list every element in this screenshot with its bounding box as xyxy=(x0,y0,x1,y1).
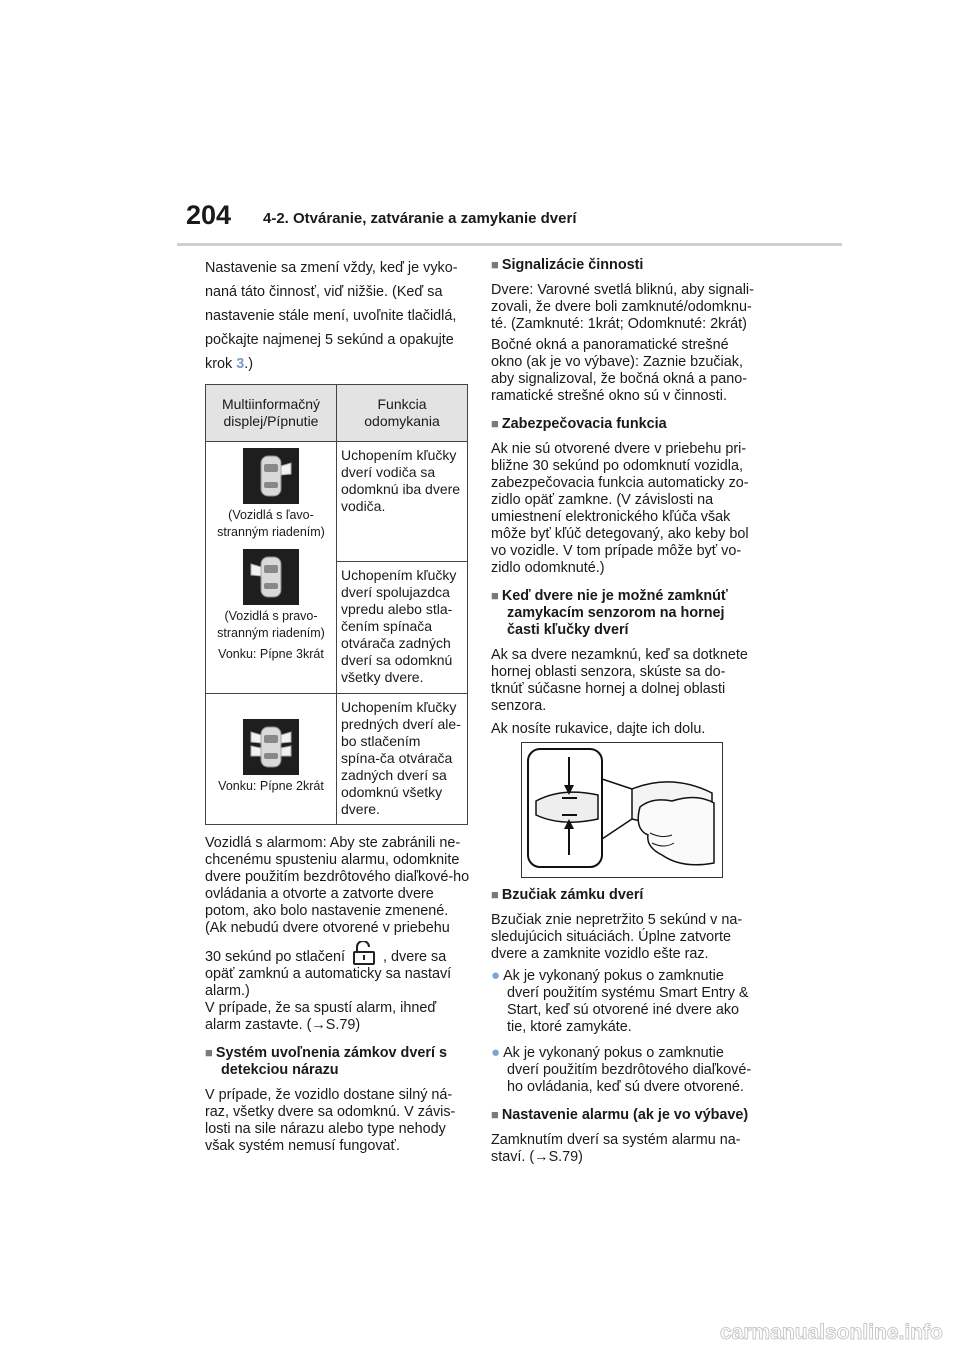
buzzer-text: Bzučiak znie nepretržito 5 sekúnd v na-sledujúcich situáciách. Úplne zatvorte dvere a zamknite vozidlo ešte raz. xyxy=(491,912,743,962)
alarm-setting-text: Zamknutím dverí sa systém alarmu na-staví. (→S.79) xyxy=(491,1132,741,1165)
sensor-text: Ak sa dvere nezamknú, keď sa dotknete hornej oblasti senzora, skúste sa do-tknúť súčasne hornej a dolnej oblasti senzora. xyxy=(491,647,748,714)
car-driver-door-icon xyxy=(243,549,299,605)
section-title: 4-2. Otváranie, zatváranie a zamykanie dverí xyxy=(263,210,577,227)
table-row xyxy=(206,694,468,825)
square-bullet-icon xyxy=(491,887,502,903)
page-number: 204 xyxy=(186,200,232,230)
alarm-paragraph: Vozidlá s alarmom: Aby ste zabránili ne-chcenému spusteniu alarmu, odomknite dvere použitím bezdrôtového diaľkové-ho ovládania a otvorte a zatvorte dvere potom, ako bolo nastavenie zmenené. (Ak nebudú dvere otvorené v priebehu xyxy=(205,835,470,936)
table-cell-function: Uchopením kľučky dverí vodiča sa odomknú iba dvere vodiča. xyxy=(337,442,468,562)
buzzer-heading: ■ Bzučiak zámku dverí xyxy=(491,886,756,904)
caption-left-hand-drive: (Vozidlá s ľavo-stranným riadením) xyxy=(217,508,325,539)
table-cell-function: Uchopením kľučky predných dverí ale-bo stlačením spína-ča otvárača zadných dverí sa odomknú všetky dvere. xyxy=(337,694,468,825)
sensor-heading: ■ Keď dvere nie je možné zamknúť zamykacím senzorom na hornej časti kľučky dverí xyxy=(491,587,756,639)
step-number: 3 xyxy=(236,356,245,372)
impact-text: V prípade, že vozidlo dostane silný ná-raz, všetky dvere sa odomknú. V závis-losti na sile nárazu alebo type nehody však systém nemusí fungovať. xyxy=(205,1087,456,1154)
table-header-display: Multiinformačný displej/Pípnutie xyxy=(206,385,337,442)
circle-bullet-icon: ● xyxy=(491,967,501,984)
table-cell-display xyxy=(206,694,337,825)
square-bullet-icon xyxy=(491,257,502,273)
caption-right-hand-drive: (Vozidlá s pravo-stranným riadením) xyxy=(217,609,325,640)
unlock-function-table xyxy=(205,384,468,825)
left-column xyxy=(205,256,471,1163)
circle-bullet-icon: ● xyxy=(491,1044,501,1061)
table-cell-function: Uchopením kľučky dverí spolujazdca vpredu alebo stla-čením spínača otvárača zadných dverí sa odomknú všetky dvere. xyxy=(337,562,468,694)
car-all-doors-icon xyxy=(243,719,299,775)
table-header-function: Funkcia odomykania xyxy=(337,385,468,442)
security-heading: ■ Zabezpečovacia funkcia xyxy=(491,415,756,433)
unlock-button-icon xyxy=(351,941,377,965)
door-handle-illustration xyxy=(521,742,723,878)
beep-two-times: Vonku: Pípne 2krát xyxy=(218,779,324,793)
beep-three-times: Vonku: Pípne 3krát xyxy=(218,647,324,661)
square-bullet-icon xyxy=(205,1045,216,1061)
signal-text-windows: Bočné okná a panoramatické strešné okno (ak je vo výbave): Zaznie bzučiak, aby signalizoval, že bočná okná a pano-ramatické strešné okno sú v činnosti. xyxy=(491,337,748,404)
alarm-stop-paragraph: V prípade, že sa spustí alarm, ihneď alarm zastavte. (→S.79) xyxy=(205,1000,437,1033)
security-text: Ak nie sú otvorené dvere v priebehu pri-bližne 30 sekúnd po odomknutí vozidla, zabezpečovacia funkcia automaticky zo-zidlo opäť zamkne. (V závislosti na umiestnení elektronického kľúča však môže byť kľúč detegovaný, ako keby bol vo vozidle. V tom prípade môže byť vo-zidlo odomknuté.) xyxy=(491,441,749,576)
square-bullet-icon xyxy=(491,588,502,604)
list-item: ● Ak je vykonaný pokus o zamknutie dverí použitím bezdrôtového diaľkové-ho ovládania, keď sú dvere otvorené. xyxy=(491,1044,752,1095)
impact-heading: ■ Systém uvoľnenia zámkov dverí s detekciou nárazu xyxy=(205,1044,471,1079)
alarm-paragraph-lock: 30 sekúnd po stlačení , dvere sa opäť zamknú a automaticky sa nastaví alarm.) xyxy=(205,941,471,1000)
table-header-row xyxy=(206,385,468,442)
alarm-setting-heading: ■ Nastavenie alarmu (ak je vo výbave) xyxy=(491,1106,756,1124)
square-bullet-icon xyxy=(491,416,502,432)
table-cell-display xyxy=(206,442,337,694)
table-row xyxy=(206,442,468,562)
list-item: ● Ak je vykonaný pokus o zamknutie dverí použitím systému Smart Entry & Start, keď sú otvorené iné dvere ako tie, ktoré zamykáte. xyxy=(491,967,749,1035)
square-bullet-icon xyxy=(491,1107,502,1123)
header-rule xyxy=(177,243,842,246)
intro-paragraph: Nastavenie sa zmení vždy, keď je vyko-naná táto činnosť, viď nižšie. (Keď sa nastavenie stále mení, uvoľnite tlačidlá, počkajte najmenej 5 sekúnd a opakujte krok 3.) xyxy=(205,260,458,372)
right-column xyxy=(491,256,756,1174)
svg-text:carmanualsonline.info: carmanualsonline.info xyxy=(720,1321,943,1344)
car-driver-door-icon xyxy=(243,448,299,504)
watermark-logo xyxy=(720,1318,950,1346)
signal-text-doors: Dvere: Varovné svetlá bliknú, aby signali-zovali, že dvere boli zamknuté/odomknu-té. (Zamknuté: 1krát; Odomknuté: 2krát) xyxy=(491,282,754,332)
gloves-text: Ak nosíte rukavice, dajte ich dolu. xyxy=(491,721,706,737)
signal-heading: ■ Signalizácie činnosti xyxy=(491,256,756,274)
